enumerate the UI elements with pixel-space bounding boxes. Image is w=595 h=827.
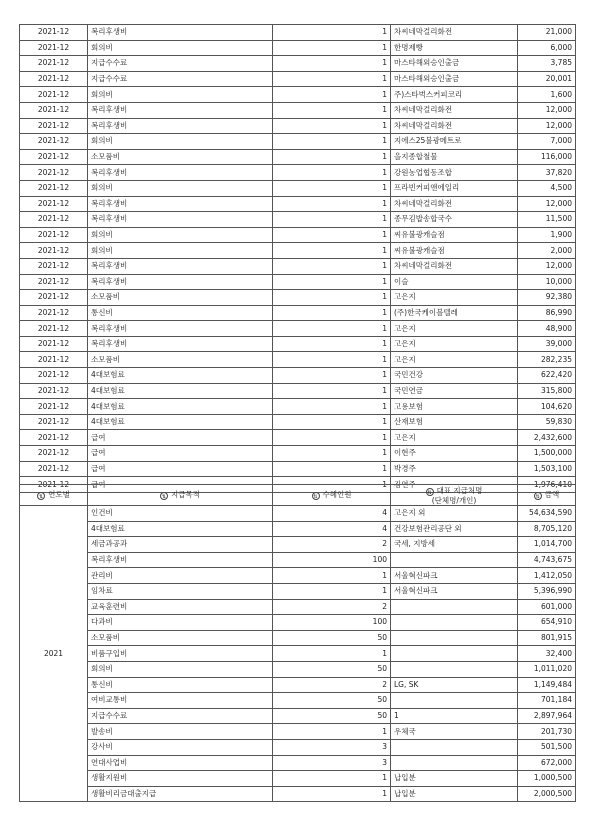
amount-cell: 1,412,050 (518, 568, 576, 584)
amount-cell: 654,910 (518, 615, 576, 631)
amount-cell: 8,705,120 (518, 521, 576, 537)
payee-cell: 산재보험 (391, 414, 518, 430)
purpose-cell: 인건비 (88, 506, 273, 522)
count-cell: 50 (273, 708, 391, 724)
amount-cell: 11,500 (518, 212, 576, 228)
amount-cell: 39,000 (518, 336, 576, 352)
date-cell: 2021-12 (20, 134, 88, 150)
transactions-table (19, 24, 576, 493)
table-row (20, 461, 576, 477)
count-cell: 1 (273, 430, 391, 446)
payee-cell (391, 599, 518, 615)
amount-cell: 12,000 (518, 118, 576, 134)
table-row (20, 615, 576, 631)
purpose-cell: 급여 (88, 430, 273, 446)
amount-cell: 5,396,990 (518, 583, 576, 599)
payee-cell: 서울혁신파크 (391, 568, 518, 584)
payee-cell: 주)스타벅스커피코리 (391, 87, 518, 103)
table-row (20, 521, 576, 537)
date-cell: 2021-12 (20, 25, 88, 41)
payee-cell: 씨유불광캐슬점 (391, 227, 518, 243)
payee-cell: 고은지 외 (391, 506, 518, 522)
amount-cell: 2,000 (518, 243, 576, 259)
payee-cell: 을지종합철물 (391, 149, 518, 165)
date-cell: 2021-12 (20, 118, 88, 134)
amount-cell: 282,235 (518, 352, 576, 368)
purpose-cell: 4대보험료 (88, 383, 273, 399)
payee-cell: 고은지 (391, 321, 518, 337)
amount-cell: 1,976,410 (518, 477, 576, 493)
count-cell: 2 (273, 677, 391, 693)
table-row (20, 196, 576, 212)
amount-cell: 2,432,600 (518, 430, 576, 446)
purpose-cell: 회의비 (88, 134, 273, 150)
table-row (20, 25, 576, 41)
payee-cell: 차씨네막걸리화전 (391, 25, 518, 41)
amount-cell: 21,000 (518, 25, 576, 41)
table-row (20, 414, 576, 430)
purpose-cell: 복리후생비 (88, 274, 273, 290)
amount-cell: 7,000 (518, 134, 576, 150)
amount-cell: 20,001 (518, 71, 576, 87)
amount-cell: 1,000,500 (518, 771, 576, 787)
amount-cell: 1,149,484 (518, 677, 576, 693)
payee-cell: 납입분 (391, 786, 518, 802)
purpose-cell: 회의비 (88, 243, 273, 259)
amount-cell: 315,800 (518, 383, 576, 399)
count-cell: 1 (273, 102, 391, 118)
payee-cell: 우체국 (391, 724, 518, 740)
year-cell: 2021 (20, 506, 88, 802)
sort-icon: ⇅ (161, 494, 167, 500)
purpose-cell: 복리후생비 (88, 258, 273, 274)
amount-cell: 701,184 (518, 693, 576, 709)
purpose-cell: 통신비 (88, 305, 273, 321)
payee-cell: 지에스25불광메트로 (391, 134, 518, 150)
payee-cell: 납입분 (391, 771, 518, 787)
date-cell: 2021-12 (20, 180, 88, 196)
purpose-cell: 복리후생비 (88, 321, 273, 337)
count-cell: 1 (273, 149, 391, 165)
count-cell: 1 (273, 227, 391, 243)
sort-icon: ⇅ (535, 494, 540, 500)
summary-table (19, 484, 576, 802)
date-cell: 2021-12 (20, 56, 88, 72)
purpose-cell: 복리후생비 (88, 118, 273, 134)
amount-cell: 86,990 (518, 305, 576, 321)
date-cell: 2021-12 (20, 149, 88, 165)
purpose-cell: 회의비 (88, 661, 273, 677)
amount-cell: 37,820 (518, 165, 576, 181)
table-row (20, 583, 576, 599)
amount-cell: 1,900 (518, 227, 576, 243)
date-cell: 2021-12 (20, 212, 88, 228)
payee-cell: 차씨네막걸리화전 (391, 258, 518, 274)
count-cell: 3 (273, 739, 391, 755)
payee-cell: 차씨네막걸리화전 (391, 102, 518, 118)
table-row (20, 149, 576, 165)
count-cell: 1 (273, 118, 391, 134)
amount-cell: 1,011,020 (518, 661, 576, 677)
table-row (20, 446, 576, 462)
table-row (20, 755, 576, 771)
table-row (20, 693, 576, 709)
date-cell: 2021-12 (20, 102, 88, 118)
purpose-cell: 지급수수료 (88, 708, 273, 724)
date-cell: 2021-12 (20, 243, 88, 259)
table-row (20, 71, 576, 87)
count-cell: 1 (273, 321, 391, 337)
purpose-cell: 복리후생비 (88, 165, 273, 181)
table-row (20, 568, 576, 584)
purpose-cell: 발송비 (88, 724, 273, 740)
table-row (20, 258, 576, 274)
table-row (20, 506, 576, 522)
count-cell: 1 (273, 258, 391, 274)
purpose-cell: 세금과공과 (88, 537, 273, 553)
count-cell: 1 (273, 771, 391, 787)
payee-cell: 국세, 지방세 (391, 537, 518, 553)
purpose-cell: 연대사업비 (88, 755, 273, 771)
table-row (20, 212, 576, 228)
table-row (20, 771, 576, 787)
count-cell: 1 (273, 461, 391, 477)
purpose-cell: 복리후생비 (88, 552, 273, 568)
date-cell: 2021-12 (20, 368, 88, 384)
count-cell: 1 (273, 243, 391, 259)
amount-cell: 54,634,590 (518, 506, 576, 522)
date-cell: 2021-12 (20, 71, 88, 87)
date-cell: 2021-12 (20, 290, 88, 306)
purpose-cell: 임차료 (88, 583, 273, 599)
purpose-cell: 교육훈련비 (88, 599, 273, 615)
purpose-cell: 급여 (88, 477, 273, 493)
count-cell: 1 (273, 399, 391, 415)
table-row (20, 661, 576, 677)
count-cell: 50 (273, 661, 391, 677)
payee-cell: 국민연금 (391, 383, 518, 399)
payee-cell (391, 755, 518, 771)
payee-cell: 이현주 (391, 446, 518, 462)
payee-cell: 강원농업협동조합 (391, 165, 518, 181)
purpose-cell: 급여 (88, 461, 273, 477)
header-amount: ⇅ 금액 (518, 485, 576, 506)
transactions-body (20, 25, 576, 493)
purpose-cell: 소모품비 (88, 290, 273, 306)
count-cell: 100 (273, 615, 391, 631)
amount-cell: 12,000 (518, 258, 576, 274)
date-cell: 2021-12 (20, 196, 88, 212)
count-cell: 4 (273, 521, 391, 537)
table-row (20, 646, 576, 662)
purpose-cell: 소모품비 (88, 352, 273, 368)
purpose-cell: 회의비 (88, 227, 273, 243)
count-cell: 2 (273, 599, 391, 615)
table-row (20, 677, 576, 693)
amount-cell: 1,600 (518, 87, 576, 103)
payee-cell: 마스타해외승인출금 (391, 71, 518, 87)
count-cell: 3 (273, 755, 391, 771)
payee-cell: 이슬 (391, 274, 518, 290)
purpose-cell: 4대보험료 (88, 414, 273, 430)
purpose-cell: 생활지원비 (88, 771, 273, 787)
purpose-cell: 여비교통비 (88, 693, 273, 709)
purpose-cell: 소모품비 (88, 149, 273, 165)
payee-cell (391, 646, 518, 662)
payee-cell: 건강보험관리공단 외 (391, 521, 518, 537)
sort-icon: ⇅ (313, 494, 318, 500)
date-cell: 2021-12 (20, 227, 88, 243)
payee-cell: 서울혁신파크 (391, 583, 518, 599)
table-row (20, 368, 576, 384)
payee-cell: 한명제빵 (391, 40, 518, 56)
table-row (20, 87, 576, 103)
purpose-cell: 지급수수료 (88, 56, 273, 72)
payee-cell: 차씨네막걸리화전 (391, 118, 518, 134)
count-cell: 1 (273, 368, 391, 384)
table-row (20, 321, 576, 337)
header-year: ⇅ 연도별 (20, 485, 88, 506)
count-cell: 1 (273, 274, 391, 290)
table-row (20, 399, 576, 415)
purpose-cell: 회의비 (88, 40, 273, 56)
payee-cell: 마스타해외승인출금 (391, 56, 518, 72)
count-cell: 1 (273, 336, 391, 352)
purpose-cell: 복리후생비 (88, 196, 273, 212)
amount-cell: 12,000 (518, 102, 576, 118)
amount-cell: 1,500,000 (518, 446, 576, 462)
purpose-cell: 비품구입비 (88, 646, 273, 662)
purpose-cell: 복리후생비 (88, 25, 273, 41)
count-cell: 1 (273, 87, 391, 103)
count-cell: 1 (273, 134, 391, 150)
table-row (20, 352, 576, 368)
payee-cell: LG, SK (391, 677, 518, 693)
payee-cell: 국민건강 (391, 368, 518, 384)
date-cell: 2021-12 (20, 383, 88, 399)
table-row (20, 599, 576, 615)
table-row (20, 552, 576, 568)
header-payee: ⇅ 대표 지급처명 (단체명/개인) (391, 485, 518, 506)
amount-cell: 1,503,100 (518, 461, 576, 477)
date-cell: 2021-12 (20, 40, 88, 56)
payee-cell (391, 661, 518, 677)
table-row (20, 180, 576, 196)
amount-cell: 4,743,675 (518, 552, 576, 568)
payee-cell (391, 552, 518, 568)
count-cell: 1 (273, 40, 391, 56)
amount-cell: 32,400 (518, 646, 576, 662)
amount-cell: 104,620 (518, 399, 576, 415)
table-row (20, 336, 576, 352)
table-row (20, 102, 576, 118)
table-row (20, 40, 576, 56)
payee-cell (391, 693, 518, 709)
amount-cell: 10,000 (518, 274, 576, 290)
date-cell: 2021-12 (20, 165, 88, 181)
amount-cell: 4,500 (518, 180, 576, 196)
table-row (20, 227, 576, 243)
date-cell: 2021-12 (20, 352, 88, 368)
count-cell: 2 (273, 537, 391, 553)
purpose-cell: 다과비 (88, 615, 273, 631)
count-cell: 1 (273, 352, 391, 368)
table-row (20, 290, 576, 306)
purpose-cell: 4대보험료 (88, 399, 273, 415)
count-cell: 4 (273, 506, 391, 522)
date-cell: 2021-12 (20, 477, 88, 493)
table-row (20, 708, 576, 724)
purpose-cell: 4대보험료 (88, 368, 273, 384)
payee-cell: 씨유불광캐슬점 (391, 243, 518, 259)
table-row (20, 383, 576, 399)
date-cell: 2021-12 (20, 274, 88, 290)
purpose-cell: 강사비 (88, 739, 273, 755)
date-cell: 2021-12 (20, 336, 88, 352)
count-cell: 1 (273, 477, 391, 493)
amount-cell: 92,380 (518, 290, 576, 306)
table-row (20, 56, 576, 72)
payee-cell: 1 (391, 708, 518, 724)
header-count: ⇅ 수혜인원 (273, 485, 391, 506)
summary-header-row (20, 485, 576, 506)
amount-cell: 801,915 (518, 630, 576, 646)
amount-cell: 12,000 (518, 196, 576, 212)
table-row (20, 243, 576, 259)
table-row (20, 118, 576, 134)
count-cell: 100 (273, 552, 391, 568)
payee-cell: 종무김밥송합국수 (391, 212, 518, 228)
purpose-cell: 복리후생비 (88, 336, 273, 352)
summary-body (20, 485, 576, 802)
table-row (20, 165, 576, 181)
count-cell: 50 (273, 630, 391, 646)
header-purpose: ⇅ 지급목적 (88, 485, 273, 506)
sort-icon: ⇅ (427, 489, 432, 496)
count-cell: 1 (273, 165, 391, 181)
date-cell: 2021-12 (20, 258, 88, 274)
count-cell: 1 (273, 25, 391, 41)
count-cell: 1 (273, 568, 391, 584)
payee-cell: 차씨네막걸리화전 (391, 196, 518, 212)
purpose-cell: 관리비 (88, 568, 273, 584)
purpose-cell: 복리후생비 (88, 212, 273, 228)
purpose-cell: 4대보험료 (88, 521, 273, 537)
amount-cell: 2,000,500 (518, 786, 576, 802)
table-row (20, 739, 576, 755)
count-cell: 1 (273, 196, 391, 212)
amount-cell: 672,000 (518, 755, 576, 771)
date-cell: 2021-12 (20, 305, 88, 321)
payee-cell: 고은지 (391, 430, 518, 446)
table-row (20, 630, 576, 646)
purpose-cell: 급여 (88, 446, 273, 462)
date-cell: 2021-12 (20, 321, 88, 337)
purpose-cell: 소모품비 (88, 630, 273, 646)
amount-cell: 2,897,964 (518, 708, 576, 724)
count-cell: 1 (273, 305, 391, 321)
purpose-cell: 생활비리금대출지급 (88, 786, 273, 802)
table-row (20, 274, 576, 290)
count-cell: 1 (273, 56, 391, 72)
amount-cell: 48,900 (518, 321, 576, 337)
payee-cell (391, 630, 518, 646)
count-cell: 1 (273, 212, 391, 228)
purpose-cell: 복리후생비 (88, 102, 273, 118)
payee-cell (391, 739, 518, 755)
purpose-cell: 지급수수료 (88, 71, 273, 87)
table-row (20, 537, 576, 553)
date-cell: 2021-12 (20, 446, 88, 462)
count-cell: 1 (273, 646, 391, 662)
count-cell: 1 (273, 786, 391, 802)
payee-cell: 고은지 (391, 290, 518, 306)
payee-cell: 김연주 (391, 477, 518, 493)
amount-cell: 3,785 (518, 56, 576, 72)
payee-cell: 프라빈커피앤에일리 (391, 180, 518, 196)
amount-cell: 6,000 (518, 40, 576, 56)
payee-cell: 박경주 (391, 461, 518, 477)
purpose-cell: 회의비 (88, 87, 273, 103)
payee-cell (391, 615, 518, 631)
amount-cell: 201,730 (518, 724, 576, 740)
payee-cell: 고용보험 (391, 399, 518, 415)
amount-cell: 59,830 (518, 414, 576, 430)
count-cell: 50 (273, 693, 391, 709)
sort-icon: ⇅ (39, 494, 44, 500)
payee-cell: (주)한국케이블텔레 (391, 305, 518, 321)
amount-cell: 116,000 (518, 149, 576, 165)
purpose-cell: 통신비 (88, 677, 273, 693)
count-cell: 1 (273, 71, 391, 87)
purpose-cell: 회의비 (88, 180, 273, 196)
payee-cell: 고은지 (391, 352, 518, 368)
count-cell: 1 (273, 724, 391, 740)
table-row (20, 430, 576, 446)
count-cell: 1 (273, 583, 391, 599)
table-row (20, 786, 576, 802)
payee-cell: 고은지 (391, 336, 518, 352)
amount-cell: 501,500 (518, 739, 576, 755)
date-cell: 2021-12 (20, 399, 88, 415)
amount-cell: 622,420 (518, 368, 576, 384)
count-cell: 1 (273, 383, 391, 399)
table-row (20, 724, 576, 740)
count-cell: 1 (273, 290, 391, 306)
date-cell: 2021-12 (20, 87, 88, 103)
amount-cell: 1,014,700 (518, 537, 576, 553)
table-row (20, 305, 576, 321)
count-cell: 1 (273, 180, 391, 196)
date-cell: 2021-12 (20, 430, 88, 446)
count-cell: 1 (273, 446, 391, 462)
table-row (20, 134, 576, 150)
amount-cell: 601,000 (518, 599, 576, 615)
date-cell: 2021-12 (20, 461, 88, 477)
count-cell: 1 (273, 414, 391, 430)
date-cell: 2021-12 (20, 414, 88, 430)
